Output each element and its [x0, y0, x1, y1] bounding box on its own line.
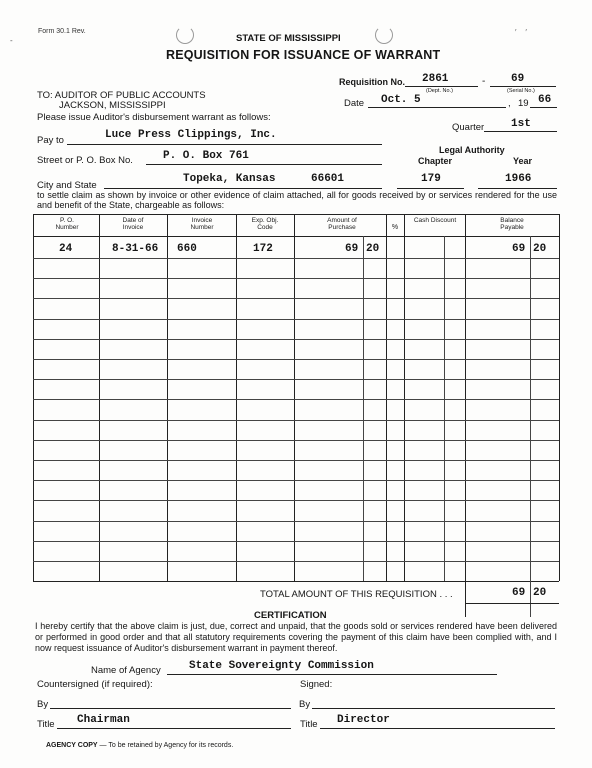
table-header-rule [33, 236, 559, 237]
dept-no-caption: (Dept. No.) [426, 88, 453, 94]
left-tick-mark: ‐ [10, 36, 13, 45]
row-balance-cents[interactable]: 20 [533, 243, 547, 255]
year-suffix-value[interactable]: 66 [538, 94, 552, 106]
date-value[interactable]: Oct. 5 [381, 94, 421, 106]
agency-line [167, 674, 497, 675]
date-line [368, 107, 506, 108]
punch-hole-right [375, 26, 393, 44]
signed-label: Signed: [300, 679, 333, 690]
title-line-left [57, 728, 291, 729]
table-row-rule [33, 541, 559, 542]
table-row-rule [33, 440, 559, 441]
table-row-rule [33, 278, 559, 279]
title-label-right: Title [300, 719, 318, 730]
settle-claim-text: to settle claim as shown by invoice or other evidence of claim attached, all for goods received by or services rendered for the use and benefit of the State, chargeable as follows: [37, 190, 557, 210]
title-line-right [320, 728, 555, 729]
header-balance: Balance Payable [500, 217, 524, 231]
city-label: City and State [37, 180, 97, 191]
header-discount: Cash Discount [413, 217, 457, 224]
row-po[interactable]: 24 [59, 243, 73, 255]
serial-no-value[interactable]: 69 [511, 73, 525, 85]
col-line-pct [404, 214, 405, 581]
table-row-rule [33, 561, 559, 562]
dept-no-line [405, 86, 478, 87]
col-line-date [167, 214, 168, 581]
row-exp[interactable]: 172 [253, 243, 273, 255]
header-invoice: Invoice Number [190, 217, 214, 231]
total-label: TOTAL AMOUNT OF THIS REQUISITION . . . [260, 589, 453, 600]
street-line [146, 164, 382, 165]
chapter-value[interactable]: 179 [421, 173, 441, 185]
header-exp: Exp. Obj. Code [251, 217, 279, 231]
col-line-exp [294, 214, 295, 581]
chapter-line [397, 188, 464, 189]
table-row-rule [33, 399, 559, 400]
table-row-rule [33, 480, 559, 481]
state-heading: STATE OF MISSISSIPPI [236, 33, 341, 44]
requisition-label: Requisition No. [339, 77, 405, 87]
year-prefix: 19 [518, 98, 529, 109]
table-row-rule [33, 258, 559, 259]
row-date[interactable]: 8-31-66 [112, 243, 159, 255]
col-line-balance-cents [530, 236, 531, 617]
col-line-discount [465, 214, 466, 617]
total-cents[interactable]: 20 [533, 587, 547, 599]
countersigned-label: Countersigned (if required): [37, 679, 153, 690]
title-value-left[interactable]: Chairman [77, 714, 130, 726]
requisition-dash: - [482, 76, 486, 87]
pay-to-label: Pay to [37, 135, 64, 146]
certification-text: I hereby certify that the above claim is just, due, correct and unpaid, that the goods sold or services rendered have been delivered or performed in good order and that all statutory requirements covering the payment of this claim have been complied with, and I now request issuance of Auditor's disbursement warrant in payment thereof. [35, 621, 557, 653]
corner-marks: ′ ′ [515, 28, 527, 37]
header-pct: % [391, 224, 399, 231]
quarter-label: Quarter [452, 122, 485, 133]
table-row-rule [33, 420, 559, 421]
by-label-left: By [37, 699, 49, 710]
table-top-rule [33, 214, 559, 215]
certification-heading: CERTIFICATION [254, 610, 327, 621]
table-row-rule [33, 379, 559, 380]
chapter-label: Chapter [418, 156, 453, 166]
col-line-right [559, 214, 560, 581]
col-line-discount-cents [444, 236, 445, 581]
row-amount-dollars[interactable]: 69 [345, 243, 359, 255]
by-line-left[interactable] [50, 708, 291, 709]
title-label-left: Title [37, 719, 55, 730]
col-line-left [33, 214, 34, 581]
serial-no-line [490, 86, 556, 87]
form-title: REQUISITION FOR ISSUANCE OF WARRANT [166, 48, 441, 62]
street-value[interactable]: P. O. Box 761 [163, 150, 249, 162]
footer-agency-copy: AGENCY COPY [46, 742, 98, 749]
title-value-right[interactable]: Director [337, 714, 390, 726]
dept-no-value[interactable]: 2861 [422, 73, 449, 85]
table-row-rule [33, 359, 559, 360]
by-line-right[interactable] [312, 708, 555, 709]
year-col-label: Year [513, 156, 533, 166]
year-line [530, 107, 557, 108]
quarter-value[interactable]: 1st [511, 118, 531, 130]
year-comma: , [508, 98, 511, 109]
serial-no-caption: (Serial No.) [507, 88, 535, 94]
punch-hole-left [176, 26, 194, 44]
header-po: P. O. Number [55, 217, 79, 231]
pay-to-value[interactable]: Luce Press Clippings, Inc. [105, 129, 277, 141]
row-balance-dollars[interactable]: 69 [512, 243, 526, 255]
legal-year-value[interactable]: 1966 [505, 173, 532, 185]
agency-label: Name of Agency [91, 665, 161, 676]
by-label-right: By [299, 699, 311, 710]
table-row-rule [33, 500, 559, 501]
table-row-rule [33, 460, 559, 461]
total-dollars[interactable]: 69 [512, 587, 526, 599]
legal-authority-label: Legal Authority [439, 145, 505, 155]
footer-note [46, 742, 233, 749]
date-label: Date [344, 98, 365, 109]
col-line-po [99, 214, 100, 581]
col-line-amount [386, 214, 387, 581]
to-city: JACKSON, MISSISSIPPI [59, 100, 166, 111]
total-underline [465, 603, 559, 604]
col-line-amount-cents [363, 236, 364, 581]
table-row-rule [33, 319, 559, 320]
header-date-invoice: Date of Invoice [122, 217, 144, 231]
city-state-value[interactable]: Topeka, Kansas [183, 173, 276, 185]
header-amount: Amount of Purchase [327, 217, 357, 231]
to-auditor: TO: AUDITOR OF PUBLIC ACCOUNTS [37, 90, 206, 101]
row-amount-cents[interactable]: 20 [366, 243, 380, 255]
footer-rest: — To be retained by Agency for its records. [97, 742, 234, 749]
form-number: Form 30.1 Rev. [38, 28, 86, 35]
col-line-invoice [236, 214, 237, 581]
legal-year-line [478, 188, 557, 189]
row-invoice[interactable]: 660 [177, 243, 197, 255]
table-row-rule [33, 298, 559, 299]
table-bottom-rule [33, 581, 559, 582]
street-label: Street or P. O. Box No. [37, 155, 133, 166]
table-row-rule [33, 339, 559, 340]
zip-value[interactable]: 66601 [311, 173, 345, 185]
pay-to-line [67, 144, 382, 145]
quarter-line [484, 131, 557, 132]
instruction-text: Please issue Auditor's disbursement warrant as follows: [37, 112, 271, 123]
table-row-rule [33, 521, 559, 522]
city-line [104, 188, 382, 189]
agency-value[interactable]: State Sovereignty Commission [189, 660, 374, 672]
